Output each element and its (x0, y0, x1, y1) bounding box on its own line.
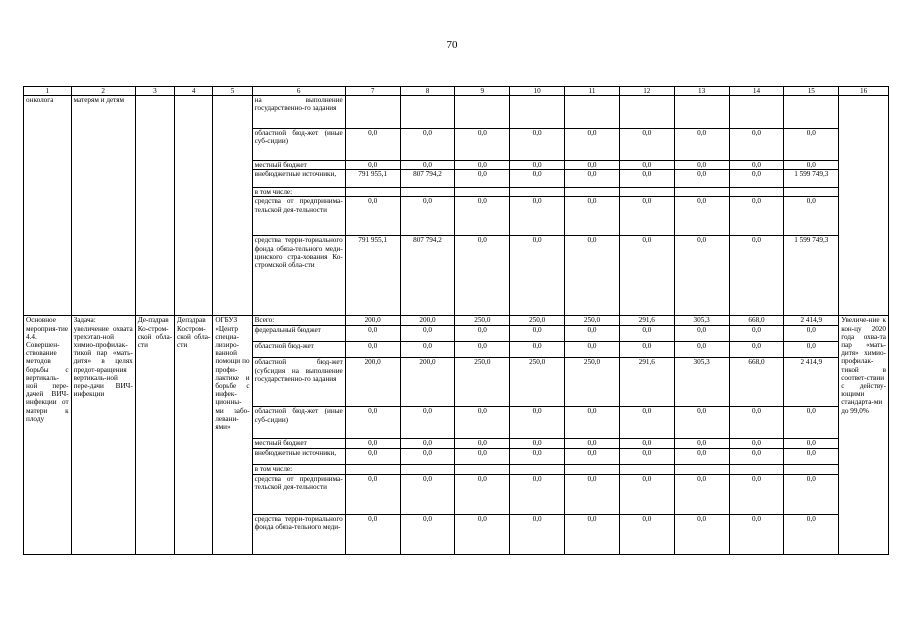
value-cell: 0,0 (455, 236, 510, 316)
value-cell: 0,0 (345, 161, 400, 170)
expected-result: Увеличе-ние к кон-цу 2020 года охва-та пар «мать-дитя» химио-профилак-тикой в соответ-ствии с действу-ющими стандарта-ми до 99,0% (839, 316, 889, 554)
value-cell (674, 188, 729, 197)
value-cell: 250,0 (510, 358, 565, 407)
value-cell: 0,0 (455, 514, 510, 554)
value-cell: 0,0 (619, 129, 674, 161)
value-cell: 0,0 (400, 449, 455, 465)
value-cell: 807 794,2 (400, 170, 455, 188)
value-cell: 0,0 (345, 407, 400, 439)
row-cell-col1: онкологa (24, 96, 72, 316)
value-cell (784, 96, 839, 129)
value-cell: 791 955,1 (345, 236, 400, 316)
source-label: областной бюд-жет (252, 342, 345, 358)
value-cell: 0,0 (729, 129, 784, 161)
source-label: средства терри-ториального фонда обяза-тельного меди-цинского стра-хования Ко-стромской обла-сти (252, 236, 345, 316)
column-number-2: 2 (71, 87, 135, 96)
value-cell: 0,0 (345, 197, 400, 236)
source-label: областной бюд-жет (субсидия на выполнение государственно-го задания (252, 358, 345, 407)
table-row (24, 96, 889, 129)
value-cell: 0,0 (400, 342, 455, 358)
row-cell-col2: Задача: увеличение охвата трехэтап-ной химио-профилак-тикой пар «мать-дитя» в целях предот-вращения вертикаль-ной пере-дачи ВИЧ-инфекции (71, 316, 135, 554)
row-cell-col3: Де-пздрав Ко-стром-ской обла-сти (135, 316, 174, 554)
value-cell (400, 96, 455, 129)
value-cell: 0,0 (455, 129, 510, 161)
value-cell (345, 96, 400, 129)
source-label: в том числе: (252, 465, 345, 474)
value-cell (729, 465, 784, 474)
column-number-6: 6 (252, 87, 345, 96)
row-cell-col5 (213, 96, 252, 316)
value-cell (674, 96, 729, 129)
value-cell: 0,0 (455, 326, 510, 342)
value-cell: 0,0 (455, 197, 510, 236)
value-cell: 0,0 (345, 514, 400, 554)
value-cell: 0,0 (674, 170, 729, 188)
value-cell (565, 96, 620, 129)
source-label: Всего: (252, 316, 345, 326)
value-cell: 291,6 (619, 358, 674, 407)
source-label: областной бюд-жет (иные суб-сидии) (252, 407, 345, 439)
column-number-12: 12 (619, 87, 674, 96)
value-cell: 0,0 (400, 407, 455, 439)
value-cell: 0,0 (345, 342, 400, 358)
value-cell: 0,0 (784, 342, 839, 358)
value-cell: 0,0 (400, 474, 455, 514)
value-cell: 0,0 (510, 326, 565, 342)
value-cell: 0,0 (565, 439, 620, 449)
value-cell (345, 465, 400, 474)
value-cell: 791 955,1 (345, 170, 400, 188)
value-cell: 0,0 (565, 514, 620, 554)
value-cell: 0,0 (345, 449, 400, 465)
source-label: внебюджетные источники, (252, 449, 345, 465)
value-cell (619, 465, 674, 474)
value-cell: 0,0 (674, 342, 729, 358)
source-label: средства терри-ториального фонда обяза-тельного меди- (252, 514, 345, 554)
column-number-16: 16 (839, 87, 889, 96)
value-cell: 250,0 (455, 316, 510, 326)
value-cell: 0,0 (619, 170, 674, 188)
value-cell: 0,0 (345, 439, 400, 449)
value-cell (729, 188, 784, 197)
value-cell: 0,0 (619, 449, 674, 465)
value-cell: 0,0 (729, 170, 784, 188)
value-cell: 0,0 (565, 474, 620, 514)
value-cell: 0,0 (400, 129, 455, 161)
value-cell: 807 794,2 (400, 236, 455, 316)
column-number-8: 8 (400, 87, 455, 96)
column-number-10: 10 (510, 87, 565, 96)
source-label: в том числе: (252, 188, 345, 197)
value-cell: 0,0 (345, 326, 400, 342)
column-number-1: 1 (24, 87, 72, 96)
value-cell: 291,6 (619, 316, 674, 326)
value-cell: 0,0 (455, 161, 510, 170)
value-cell: 0,0 (510, 474, 565, 514)
value-cell: 0,0 (510, 161, 565, 170)
value-cell: 0,0 (345, 129, 400, 161)
value-cell: 2 414,9 (784, 316, 839, 326)
value-cell: 0,0 (619, 514, 674, 554)
value-cell (565, 188, 620, 197)
value-cell: 0,0 (565, 161, 620, 170)
value-cell: 2 414,9 (784, 358, 839, 407)
value-cell: 0,0 (619, 326, 674, 342)
value-cell: 0,0 (619, 342, 674, 358)
source-label: местный бюджет (252, 161, 345, 170)
value-cell: 668,0 (729, 358, 784, 407)
value-cell: 0,0 (510, 407, 565, 439)
value-cell (729, 96, 784, 129)
value-cell: 0,0 (784, 474, 839, 514)
value-cell: 0,0 (674, 439, 729, 449)
value-cell (455, 188, 510, 197)
value-cell: 0,0 (510, 449, 565, 465)
value-cell: 0,0 (455, 407, 510, 439)
value-cell (619, 96, 674, 129)
value-cell: 0,0 (619, 439, 674, 449)
value-cell: 0,0 (565, 449, 620, 465)
column-number-13: 13 (674, 87, 729, 96)
value-cell: 0,0 (619, 161, 674, 170)
value-cell (784, 188, 839, 197)
value-cell: 0,0 (729, 449, 784, 465)
value-cell (400, 465, 455, 474)
source-label: внебюджетные источники, (252, 170, 345, 188)
value-cell: 0,0 (674, 161, 729, 170)
value-cell: 0,0 (565, 326, 620, 342)
value-cell: 0,0 (400, 326, 455, 342)
row-cell-col2: матерям и детям (71, 96, 135, 316)
value-cell: 0,0 (784, 197, 839, 236)
value-cell: 0,0 (619, 407, 674, 439)
value-cell: 0,0 (510, 197, 565, 236)
value-cell: 0,0 (729, 236, 784, 316)
value-cell: 0,0 (729, 514, 784, 554)
value-cell: 0,0 (455, 439, 510, 449)
value-cell: 0,0 (345, 474, 400, 514)
value-cell: 0,0 (400, 514, 455, 554)
value-cell (455, 96, 510, 129)
value-cell (784, 465, 839, 474)
value-cell: 0,0 (674, 474, 729, 514)
value-cell: 0,0 (729, 407, 784, 439)
value-cell: 0,0 (729, 342, 784, 358)
value-cell: 0,0 (565, 236, 620, 316)
value-cell: 250,0 (510, 316, 565, 326)
value-cell: 0,0 (674, 236, 729, 316)
value-cell: 0,0 (729, 197, 784, 236)
value-cell: 0,0 (565, 197, 620, 236)
value-cell: 305,3 (674, 316, 729, 326)
source-label: областной бюд-жет (иные суб-сидии) (252, 129, 345, 161)
value-cell: 0,0 (784, 407, 839, 439)
value-cell: 0,0 (784, 129, 839, 161)
column-number-9: 9 (455, 87, 510, 96)
value-cell: 0,0 (510, 514, 565, 554)
column-number-5: 5 (213, 87, 252, 96)
source-label: местный бюджет (252, 439, 345, 449)
value-cell: 0,0 (510, 342, 565, 358)
value-cell: 250,0 (565, 316, 620, 326)
value-cell: 0,0 (619, 474, 674, 514)
value-cell: 200,0 (345, 316, 400, 326)
column-number-11: 11 (565, 87, 620, 96)
value-cell: 0,0 (455, 449, 510, 465)
row-cell-col4 (175, 96, 213, 316)
row-cell-col1: Основное мероприя-тие 4.4. Совершен-ствование методов борьбы с вертикаль-ной пере-дачей ВИЧ-инфекции от матери к плоду (24, 316, 72, 554)
value-cell: 250,0 (565, 358, 620, 407)
value-cell: 0,0 (510, 439, 565, 449)
value-cell: 668,0 (729, 316, 784, 326)
value-cell: 0,0 (400, 161, 455, 170)
budget-table (23, 86, 889, 555)
value-cell: 0,0 (784, 514, 839, 554)
value-cell: 0,0 (729, 439, 784, 449)
value-cell: 0,0 (619, 197, 674, 236)
value-cell: 0,0 (510, 236, 565, 316)
value-cell (510, 96, 565, 129)
value-cell: 0,0 (674, 407, 729, 439)
value-cell: 0,0 (510, 170, 565, 188)
value-cell: 0,0 (565, 170, 620, 188)
value-cell: 200,0 (400, 316, 455, 326)
value-cell: 0,0 (784, 439, 839, 449)
value-cell (619, 188, 674, 197)
value-cell: 0,0 (729, 474, 784, 514)
value-cell: 200,0 (345, 358, 400, 407)
value-cell (345, 188, 400, 197)
value-cell: 0,0 (674, 197, 729, 236)
value-cell: 0,0 (400, 197, 455, 236)
value-cell: 0,0 (510, 129, 565, 161)
value-cell: 0,0 (455, 170, 510, 188)
source-label: федеральный бюджет (252, 326, 345, 342)
column-number-14: 14 (729, 87, 784, 96)
value-cell: 0,0 (400, 439, 455, 449)
column-number-row (24, 87, 889, 96)
column-number-4: 4 (175, 87, 213, 96)
value-cell: 0,0 (674, 514, 729, 554)
value-cell: 0,0 (784, 449, 839, 465)
value-cell: 0,0 (674, 449, 729, 465)
value-cell: 0,0 (619, 236, 674, 316)
value-cell: 1 599 749,3 (784, 236, 839, 316)
value-cell: 0,0 (455, 342, 510, 358)
value-cell: 0,0 (729, 326, 784, 342)
value-cell (455, 465, 510, 474)
value-cell (674, 465, 729, 474)
value-cell: 200,0 (400, 358, 455, 407)
value-cell: 0,0 (565, 342, 620, 358)
value-cell: 0,0 (674, 129, 729, 161)
column-number-7: 7 (345, 87, 400, 96)
value-cell: 305,3 (674, 358, 729, 407)
value-cell: 1 599 749,3 (784, 170, 839, 188)
column-number-3: 3 (135, 87, 174, 96)
value-cell: 0,0 (784, 326, 839, 342)
page-number: 70 (446, 39, 458, 51)
value-cell: 0,0 (455, 474, 510, 514)
row-cell-col5: ОГБУЗ «Центр специа-лизиро-ванной помощи по профи-лактике и борьбе с инфек-ционны-ми забо-левани-ями» (213, 316, 252, 554)
value-cell (565, 465, 620, 474)
value-cell: 0,0 (565, 407, 620, 439)
value-cell: 0,0 (674, 326, 729, 342)
value-cell: 0,0 (784, 161, 839, 170)
value-cell (400, 188, 455, 197)
value-cell: 250,0 (455, 358, 510, 407)
row-cell-col4: Депздрав Костром-ской обла-сти (175, 316, 213, 554)
value-cell (510, 188, 565, 197)
value-cell (510, 465, 565, 474)
value-cell: 0,0 (729, 161, 784, 170)
source-label: на выполнение государственно-го задания (252, 96, 345, 129)
source-label: средства от предпринима-тельской дея-тельности (252, 197, 345, 236)
row-cell-col3 (135, 96, 174, 316)
column-number-15: 15 (784, 87, 839, 96)
table-row (24, 316, 889, 326)
expected-result (839, 96, 889, 316)
value-cell: 0,0 (565, 129, 620, 161)
source-label: средства от предпринима-тельской дея-тельности (252, 474, 345, 514)
